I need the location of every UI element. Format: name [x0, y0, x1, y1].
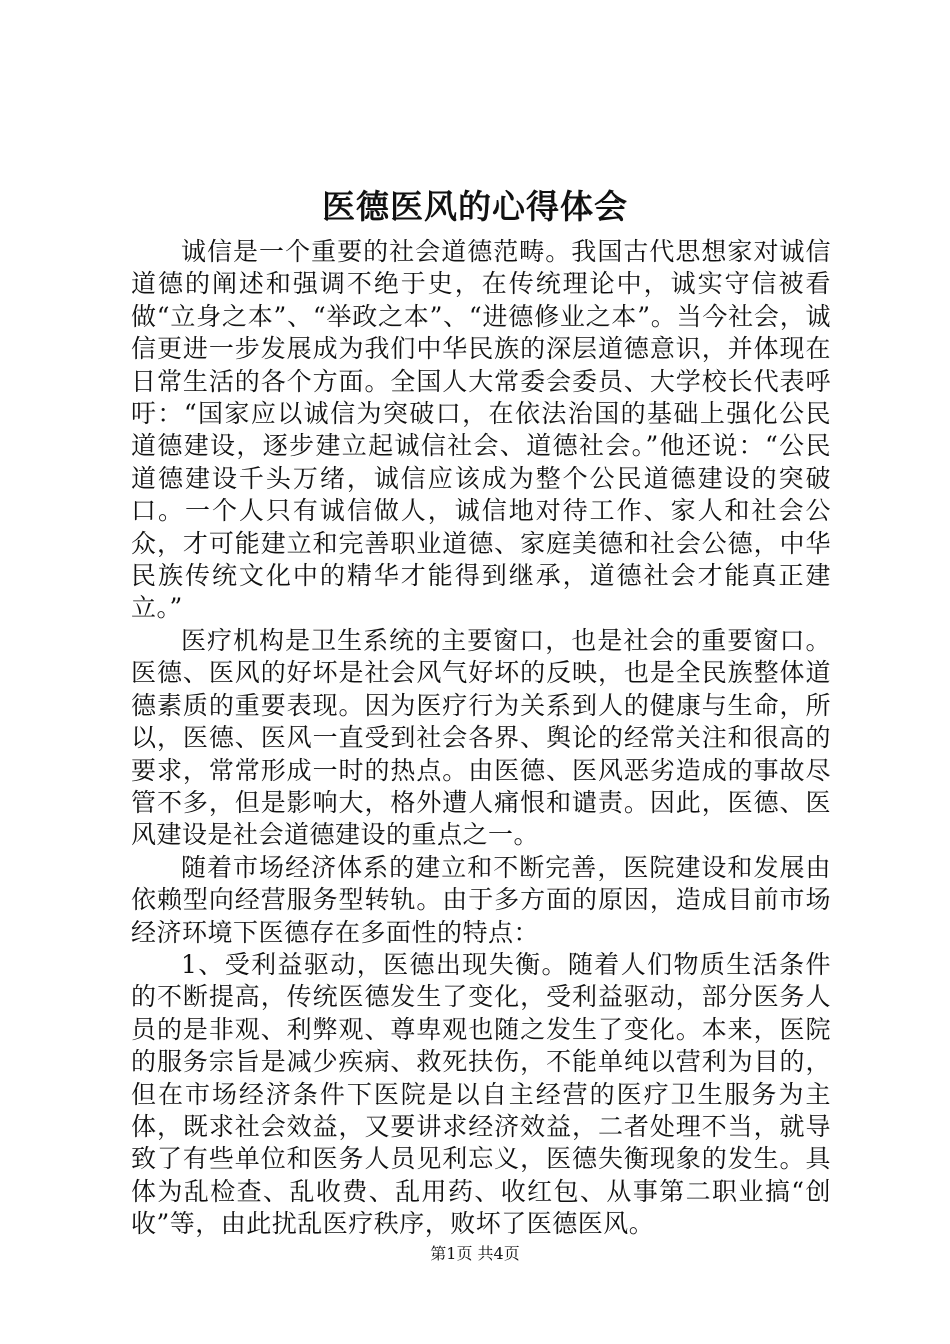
page-footer: 第1页 共4页	[430, 1244, 520, 1263]
paragraph-point-1: 1、受利益驱动，医德出现失衡。随着人们物质生活条件的不断提高，传统医德发生了变化，受利益驱动，部分医务人员的是非观、利弊观、尊卑观也随之发生了变化。本来，医院的服务宗旨是减少疾病、救死扶伤，不能单纯以营利为目的，但在市场经济条件下医院是以自主经营的医疗卫生服务为主体，既求社会效益，又要讲求经济效益，二者处理不当，就导致了有些单位和医务人员见利忘义，医德失衡现象的发生。具体为乱检查、乱收费、乱用药、收红包、从事第二职业搞“创收”等，由此扰乱医疗秩序，败坏了医德医风。	[131, 949, 831, 1239]
paragraph-market-economy: 随着市场经济体系的建立和不断完善，医院建设和发展由依赖型向经营服务型转轨。由于多方面的原因，造成目前市场经济环境下医德存在多面性的特点：	[131, 852, 831, 947]
document-body	[131, 236, 831, 1241]
paragraph-integrity: 诚信是一个重要的社会道德范畴。我国古代思想家对诚信道德的阐述和强调不绝于史，在传统理论中，诚实守信被看做“立身之本”、“举政之本”、“进德修业之本”。当今社会，诚信更进一步发展成为我们中华民族的深层道德意识，并体现在日常生活的各个方面。全国人大常委会委员、大学校长代表呼吁：“国家应以诚信为突破口，在依法治国的基础上强化公民道德建设，逐步建立起诚信社会、道德社会。”他还说：“公民道德建设千头万绪，诚信应该成为整个公民道德建设的突破口。一个人只有诚信做人，诚信地对待工作、家人和社会公众，才可能建立和完善职业道德、家庭美德和社会公德，中华民族传统文化中的精华才能得到继承，道德社会才能真正建立。”	[131, 237, 831, 623]
document-title: 医德医风的心得体会	[322, 187, 628, 226]
paragraph-medical-institutions: 医疗机构是卫生系统的主要窗口，也是社会的重要窗口。医德、医风的好坏是社会风气好坏的反映，也是全民族整体道德素质的重要表现。因为医疗行为关系到人的健康与生命，所以，医德、医风一直受到社会各界、舆论的经常关注和很高的要求，常常形成一时的热点。由医德、医风恶劣造成的事故尽管不多，但是影响大，格外遭人痛恨和谴责。因此，医德、医风建设是社会道德建设的重点之一。	[131, 625, 831, 850]
